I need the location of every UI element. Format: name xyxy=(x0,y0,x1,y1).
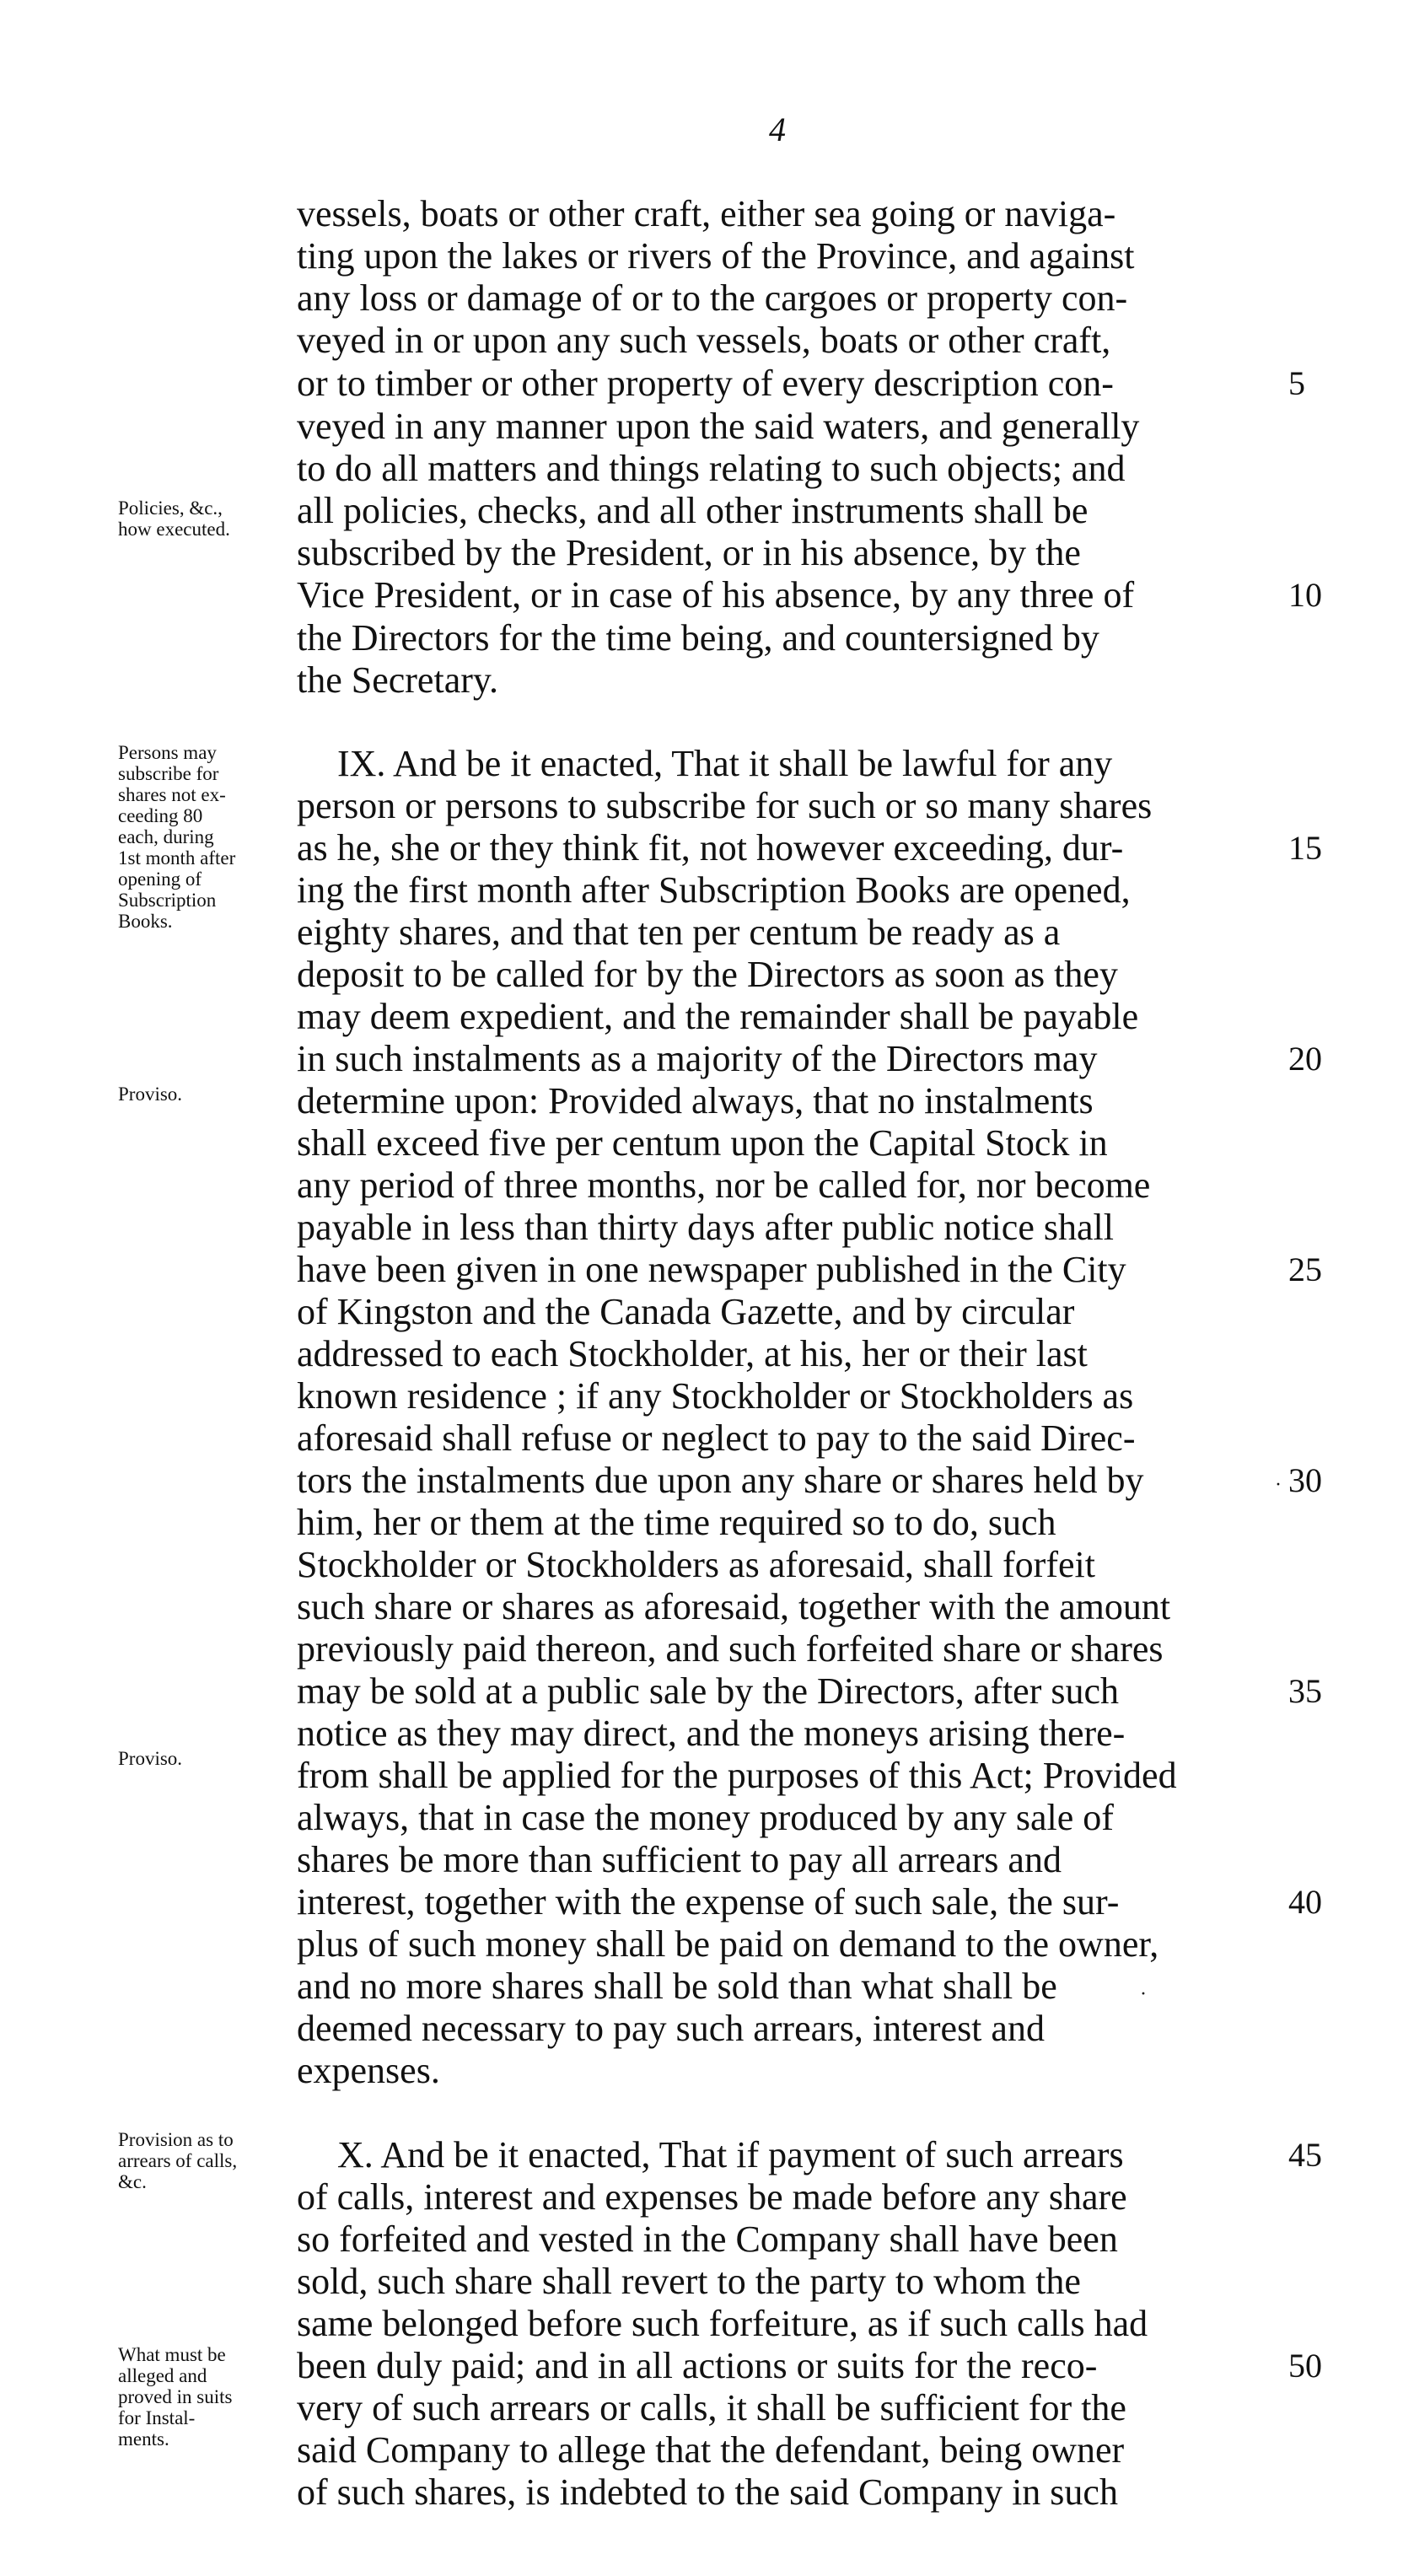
text-line: any loss or damage of or to the cargoes or property con- xyxy=(297,277,1128,319)
line-number: 30 xyxy=(1288,1461,1322,1499)
text-line: payable in less than thirty days after public notice shall xyxy=(297,1207,1114,1248)
text-line: always, that in case the money produced by any sale of xyxy=(297,1797,1114,1838)
text-line: so forfeited and vested in the Company shall have been xyxy=(297,2218,1118,2260)
marginal-note xyxy=(118,2129,295,2192)
marginal-note-line: shares not ex- xyxy=(118,784,226,805)
marginal-note-line: opening of xyxy=(118,869,202,890)
line-number: 10 xyxy=(1288,576,1322,614)
text-line: notice as they may direct, and the moneys arising there- xyxy=(297,1713,1126,1754)
page-number: 4 xyxy=(769,110,786,148)
line-number: 5 xyxy=(1288,364,1305,402)
text-line: may deem expedient, and the remainder shall be payable xyxy=(297,996,1139,1037)
marginal-note-line: Proviso. xyxy=(118,1084,183,1105)
text-line: from shall be applied for the purposes of this Act; Provided xyxy=(297,1755,1177,1796)
text-line: the Directors for the time being, and countersigned by xyxy=(297,617,1099,659)
marginal-note-line: subscribe for xyxy=(118,763,219,784)
marginal-note xyxy=(118,742,295,932)
text-line: ing the first month after Subscription Books are opened, xyxy=(297,869,1131,911)
marginal-note-line: ments. xyxy=(118,2428,169,2450)
text-line: him, her or them at the time required so to do, such xyxy=(297,1502,1056,1543)
text-line: ting upon the lakes or rivers of the Province, and against xyxy=(297,235,1135,277)
marginal-note xyxy=(118,497,295,540)
marginal-note-line: Policies, &c., xyxy=(118,497,223,519)
text-line: shares be more than sufficient to pay all arrears and xyxy=(297,1839,1062,1880)
text-line: as he, she or they think fit, not however exceeding, dur- xyxy=(297,827,1124,869)
marginal-note-line: Persons may xyxy=(118,742,217,763)
text-line: Vice President, or in case of his absence, by any three of xyxy=(297,574,1135,616)
text-line: veyed in any manner upon the said waters, and generally xyxy=(297,406,1140,447)
text-line: tors the instalments due upon any share or shares held by xyxy=(297,1460,1144,1501)
line-number: 40 xyxy=(1288,1883,1322,1921)
text-line: determine upon: Provided always, that no instalments xyxy=(297,1080,1094,1121)
marginal-note-line: 1st month after xyxy=(118,847,236,869)
stray-mark: · xyxy=(1275,1474,1282,1496)
line-number: 25 xyxy=(1288,1250,1322,1288)
marginal-note-line: how executed. xyxy=(118,519,230,540)
line-number: 50 xyxy=(1288,2347,1322,2385)
text-line: and no more shares shall be sold than what shall be xyxy=(297,1966,1057,2007)
text-line: expenses. xyxy=(297,2050,440,2091)
text-line: veyed in or upon any such vessels, boats or other craft, xyxy=(297,320,1111,361)
text-line: Stockholder or Stockholders as aforesaid, shall forfeit xyxy=(297,1544,1095,1585)
text-line: of calls, interest and expenses be made before any share xyxy=(297,2176,1127,2218)
text-line: previously paid thereon, and such forfeited share or shares xyxy=(297,1628,1164,1670)
marginal-note xyxy=(118,1084,295,1105)
text-line: vessels, boats or other craft, either sea going or naviga- xyxy=(297,193,1116,234)
text-line: deposit to be called for by the Directors as soon as they xyxy=(297,954,1118,995)
text-line: plus of such money shall be paid on demand to the owner, xyxy=(297,1923,1159,1965)
text-line: IX. And be it enacted, That it shall be lawful for any xyxy=(337,743,1113,784)
text-line: very of such arrears or calls, it shall be sufficient for the xyxy=(297,2387,1126,2428)
text-line: such share or shares as aforesaid, together with the amount xyxy=(297,1586,1171,1627)
text-line: shall exceed five per centum upon the Capital Stock in xyxy=(297,1122,1108,1164)
text-line: any period of three months, nor be called for, nor become xyxy=(297,1164,1151,1206)
marginal-note xyxy=(118,2344,295,2450)
marginal-note-line: &c. xyxy=(118,2171,147,2192)
text-line: said Company to allege that the defendant, being owner xyxy=(297,2429,1125,2471)
marginal-note-line: Subscription xyxy=(118,890,217,911)
text-line: interest, together with the expense of such sale, the sur- xyxy=(297,1881,1120,1923)
marginal-note-line: Books. xyxy=(118,911,173,932)
line-number: 35 xyxy=(1288,1672,1322,1710)
marginal-note-line: Proviso. xyxy=(118,1748,183,1769)
text-line: of Kingston and the Canada Gazette, and by circular xyxy=(297,1291,1075,1332)
text-line: eighty shares, and that ten per centum be ready as a xyxy=(297,912,1061,953)
text-line: the Secretary. xyxy=(297,659,499,701)
marginal-note-line: for Instal- xyxy=(118,2407,196,2428)
text-line: deemed necessary to pay such arrears, interest and xyxy=(297,2008,1045,2049)
text-line: of such shares, is indebted to the said Company in such xyxy=(297,2471,1118,2513)
text-line: all policies, checks, and all other instruments shall be xyxy=(297,490,1089,531)
marginal-note xyxy=(118,1748,295,1769)
marginal-note-line: proved in suits xyxy=(118,2386,233,2407)
text-line: addressed to each Stockholder, at his, her or their last xyxy=(297,1333,1088,1374)
marginal-note-line: ceeding 80 xyxy=(118,805,203,826)
marginal-note-line: alleged and xyxy=(118,2365,207,2386)
text-line: aforesaid shall refuse or neglect to pay to the said Direc- xyxy=(297,1417,1136,1459)
text-line: same belonged before such forfeiture, as if such calls had xyxy=(297,2303,1148,2344)
text-line: have been given in one newspaper published in the City xyxy=(297,1249,1126,1290)
text-line: in such instalments as a majority of the Directors may xyxy=(297,1038,1098,1079)
text-line: may be sold at a public sale by the Directors, after such xyxy=(297,1670,1120,1712)
text-line: been duly paid; and in all actions or suits for the reco- xyxy=(297,2345,1098,2386)
line-number: 45 xyxy=(1288,2136,1322,2174)
text-line: sold, such share shall revert to the party to whom the xyxy=(297,2261,1081,2302)
marginal-note-line: Provision as to xyxy=(118,2129,234,2150)
line-number: 15 xyxy=(1288,829,1322,867)
text-line: person or persons to subscribe for such or so many shares xyxy=(297,785,1153,826)
text-line: or to timber or other property of every description con- xyxy=(297,363,1114,404)
line-number: 20 xyxy=(1288,1040,1322,1078)
text-line: known residence ; if any Stockholder or Stockholders as xyxy=(297,1375,1134,1417)
marginal-note-line: each, during xyxy=(118,826,214,847)
text-line: X. And be it enacted, That if payment of such arrears xyxy=(337,2134,1124,2175)
marginal-note-line: arrears of calls, xyxy=(118,2150,238,2171)
marginal-note-line: What must be xyxy=(118,2344,226,2365)
stray-mark: · xyxy=(1140,1983,1147,2005)
text-line: subscribed by the President, or in his absence, by the xyxy=(297,532,1081,573)
text-line: to do all matters and things relating to such objects; and xyxy=(297,448,1126,489)
